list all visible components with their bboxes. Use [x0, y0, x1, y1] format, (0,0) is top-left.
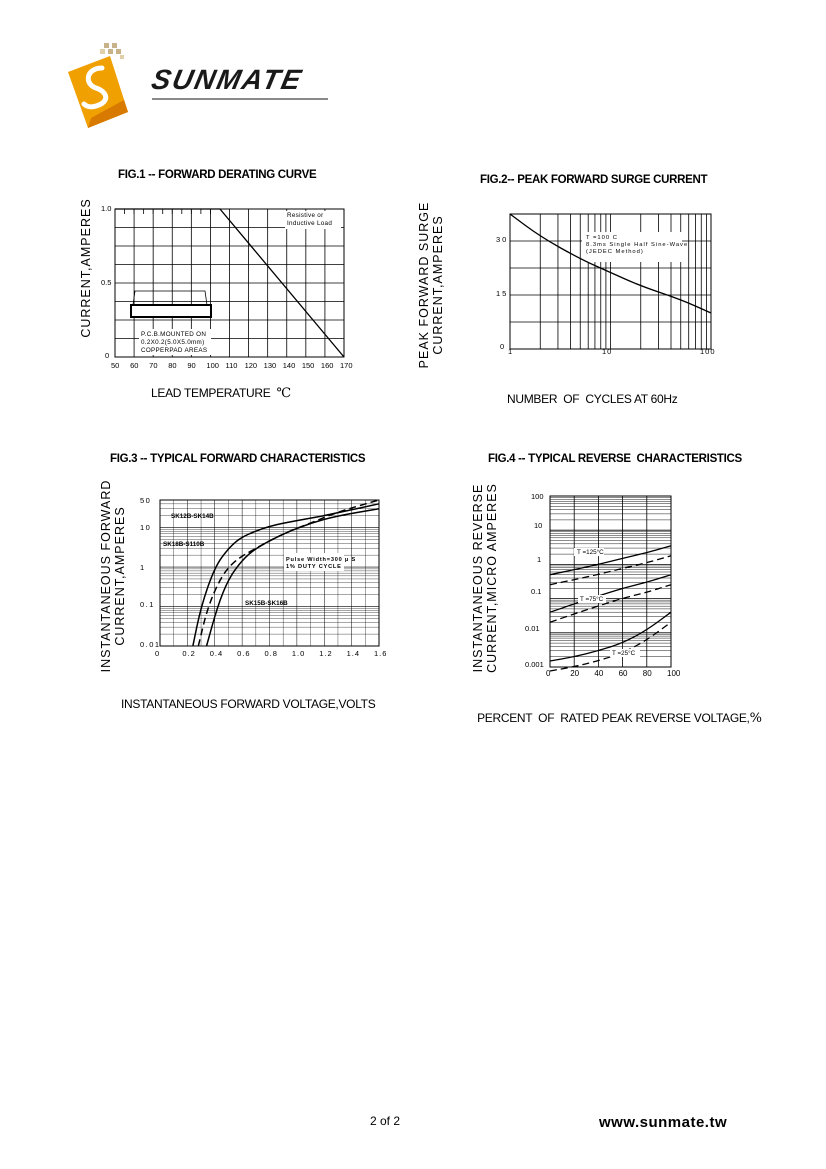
fig1-xtick: 160	[320, 361, 334, 370]
fig4-ytick: 0.01	[525, 624, 540, 633]
fig2-y-axis-line: PEAK FORWARD SURGE	[417, 201, 431, 369]
fig4-y-axis-line: CURRENT,MICRO AMPERES	[485, 483, 499, 673]
fig2-note-line: 8.3ms Single Half Sine-Wave	[586, 242, 689, 248]
fig2-xtick-1: 1	[508, 347, 513, 356]
fig4-curve-125	[550, 546, 671, 575]
fig1-xtick: 170	[340, 361, 353, 370]
fig1-xtick: 60	[130, 361, 139, 370]
fig1-pcb-note-line: 0.2X0.2(5.0X5.0mm)	[141, 339, 205, 346]
fig4-xtick: 40	[594, 669, 604, 678]
fig3-label-sk15b: SK15B-SK16B	[245, 600, 288, 607]
fig2-note	[586, 235, 688, 256]
fig1-ytick-05: 0.5	[101, 278, 112, 287]
fig2-title: FIG.2-- PEAK FORWARD SURGE CURRENT	[480, 174, 708, 186]
fig1-ytick-1: 1.0	[101, 204, 112, 213]
fig3-y-axis-line: INSTANTANEOUS FORWARD	[99, 479, 113, 673]
fig1-xtick: 130	[263, 361, 277, 370]
fig2-ytick-0: 0	[500, 342, 505, 351]
fig3-xtick: 1.2	[319, 649, 333, 658]
fig2-note-line: T =100 C	[586, 235, 618, 241]
fig4-xtick: 60	[618, 669, 628, 678]
fig4-xtick: 100	[667, 669, 681, 678]
fig4-x-axis-label	[471, 697, 762, 726]
footer-url[interactable]: www.sunmate.tw	[599, 1114, 728, 1131]
fig4-grid	[550, 496, 671, 667]
fig3-grid	[160, 500, 379, 646]
fig3-label-sk12b: SK12B-SK14B	[171, 513, 214, 520]
fig1-pcb-note	[141, 331, 207, 355]
fig1-x-axis-text: LEAD TEMPERATURE	[151, 386, 271, 400]
fig4-ytick: 10	[534, 521, 543, 530]
fig4-curve-75	[550, 575, 671, 613]
fig3-xtick: 0.6	[237, 649, 251, 658]
fig4-label-75: T =75°C	[580, 596, 604, 603]
fig1-title: FIG.1 -- FORWARD DERATING CURVE	[118, 169, 317, 181]
fig4-ytick: 100	[531, 492, 544, 501]
fig3-xtick: 0.8	[264, 649, 278, 658]
fig1-xtick: 50	[111, 361, 120, 370]
fig4-y-axis-line: INSTANTANEOUS REVERSE	[471, 483, 485, 673]
brand-underline	[152, 98, 328, 100]
fig1-xtick: 120	[244, 361, 258, 370]
fig2-xtick-10: 10	[602, 347, 613, 356]
fig4-xtick: 0	[546, 669, 551, 678]
fig4-ytick: 1	[537, 555, 542, 564]
fig1-x-axis-unit: ℃	[276, 386, 291, 401]
fig3-xtick: 0	[155, 649, 161, 658]
fig4-chart	[550, 496, 671, 667]
fig1-xtick: 80	[168, 361, 177, 370]
fig3-y-axis-line: CURRENT,AMPERES	[113, 506, 127, 646]
fig2-y-axis-label	[417, 200, 445, 370]
fig1-load-note	[287, 212, 332, 228]
fig3-xtick: 1.0	[291, 649, 306, 658]
fig2-note-line: (JEDEC Method)	[586, 249, 644, 255]
fig1-xtick: 70	[149, 361, 158, 370]
fig3-x-axis-label: INSTANTANEOUS FORWARD VOLTAGE,VOLTS	[121, 697, 376, 711]
fig4-x-axis-unit: %	[749, 711, 762, 726]
fig1-xtick: 140	[282, 361, 296, 370]
fig2-ytick-15: 15	[496, 289, 509, 298]
fig1-y-axis-label: CURRENT,AMPERES	[79, 198, 93, 338]
fig3-chart	[160, 500, 379, 646]
fig4-title: FIG.4 -- TYPICAL REVERSE CHARACTERISTICS	[488, 453, 742, 465]
fig3-note-line: Pulse Width=300 μ S	[286, 557, 357, 563]
fig1-pcb-note-line: COPPERPAD AREAS	[141, 347, 208, 354]
fig1-pcb-symbol	[131, 305, 211, 317]
fig4-label-125: T =125°C	[577, 549, 604, 556]
fig3-ytick: 10	[140, 523, 152, 532]
fig1-pcb-symbol-bracket	[133, 291, 207, 305]
fig2-xtick-100: 100	[700, 347, 716, 356]
fig3-xtick: 1.6	[374, 649, 388, 658]
fig1-xtick: 110	[225, 361, 238, 370]
fig3-xtick: 1.4	[346, 649, 361, 658]
fig3-note-line: 1% DUTY CYCLE	[286, 564, 342, 570]
fig4-ytick: 0.001	[525, 660, 544, 669]
fig3-label-sk18b: SK18B-S110B	[163, 541, 205, 548]
logo-pixel-dots	[100, 43, 124, 59]
fig1-xtick: 100	[206, 361, 219, 370]
fig1-ytick-0: 0	[105, 351, 110, 360]
brand-name: SUNMATE	[148, 64, 306, 95]
fig1-load-note-line: Resistive or	[287, 212, 324, 219]
fig1-load-note-line: Inductive Load	[287, 220, 333, 227]
fig3-ytick: 0.01	[140, 640, 161, 649]
fig3-xtick: 0.4	[209, 649, 224, 658]
fig1-xtick: 90	[187, 361, 196, 370]
fig1-xtick: 150	[301, 361, 315, 370]
fig3-xtick: 0.2	[182, 649, 196, 658]
fig4-label-25: T =25°C	[612, 650, 636, 657]
fig4-frame	[550, 496, 671, 667]
fig3-note	[286, 557, 356, 571]
fig2-y-axis-line: CURRENT,AMPERES	[431, 215, 445, 355]
fig4-y-axis-label	[471, 482, 499, 674]
fig4-xtick: 80	[642, 669, 652, 678]
fig3-ytick: 1	[140, 563, 146, 572]
fig3-curve-sk12b	[193, 504, 379, 646]
fig3-ytick: 0.1	[140, 600, 155, 609]
fig4-x-axis-text: PERCENT OF RATED PEAK REVERSE VOLTAGE,	[477, 711, 750, 725]
fig4-ytick: 0.1	[531, 587, 542, 596]
page-number: 2 of 2	[370, 1114, 401, 1128]
fig1-pcb-note-line: P.C.B.MOUNTED ON	[141, 331, 207, 338]
fig3-y-axis-label	[99, 478, 127, 674]
fig4-xtick: 20	[570, 669, 580, 678]
sunmate-logo-mark	[66, 40, 156, 130]
fig2-ytick-30: 30	[496, 235, 509, 244]
fig2-x-axis-label: NUMBER OF CYCLES AT 60Hz	[507, 392, 678, 406]
fig1-x-axis-label	[151, 386, 291, 401]
fig3-ytick: 50	[140, 496, 152, 505]
fig3-title: FIG.3 -- TYPICAL FORWARD CHARACTERISTICS	[110, 453, 366, 465]
